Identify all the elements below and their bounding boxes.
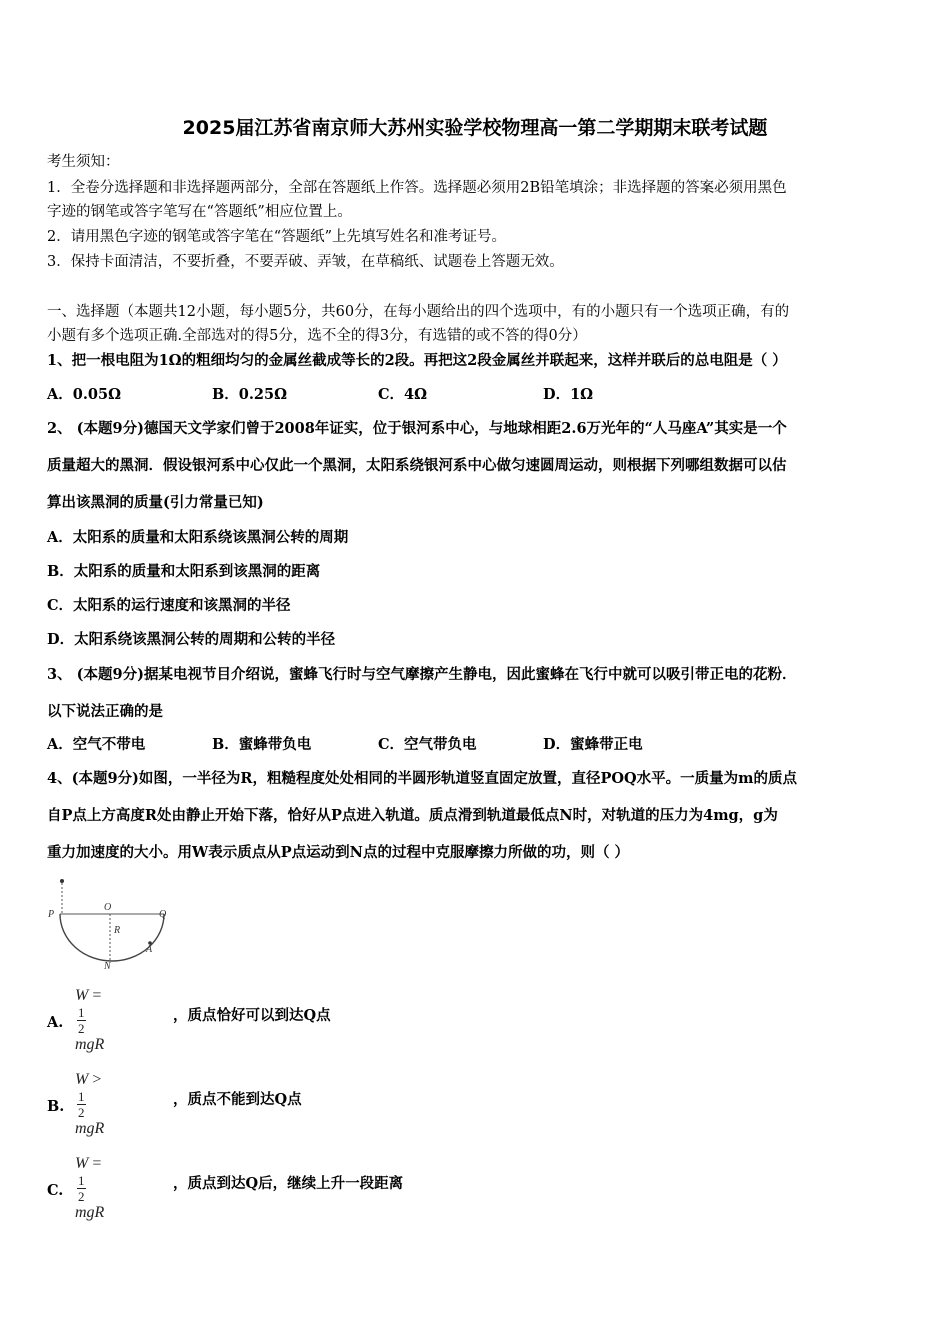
denominator: 2	[78, 1021, 85, 1036]
q3-line-1: 3、 (本题9分)据某电视节目介绍说，蜜蜂飞行时与空气摩擦产生静电，因此蜜蜂在飞行中就可以吸引带正电的花粉．	[47, 666, 797, 683]
label-a: A	[146, 944, 153, 955]
var-w: W	[75, 1071, 89, 1088]
exam-title: 2025届江苏省南京师大苏州实验学校物理高一第二学期期末联考试题	[182, 117, 768, 139]
q3-option-b: B．蜜蜂带负电	[212, 736, 312, 753]
q1-option-b: B．0.25Ω	[212, 386, 287, 403]
numerator: 1	[78, 1089, 85, 1104]
q2-option-a: A．太阳系的质量和太阳系绕该黑洞公转的周期	[47, 529, 349, 546]
relation: >	[92, 1071, 102, 1088]
q4-option-b-label: B.	[47, 1098, 65, 1115]
drop-point-dot	[60, 879, 64, 883]
q2-line-2: 质量超大的黑洞．假设银河系中心仅此一个黑洞，太阳系绕银河系中心做匀速圆周运动，则根据下列哪组数据可以估	[47, 457, 787, 474]
q4-line-3: 重力加速度的大小。用W表示质点从P点运动到N点的过程中克服摩擦力所做的功，则（ ）	[47, 844, 629, 861]
var-w: W	[75, 987, 89, 1004]
q1-option-c: C．4Ω	[378, 386, 428, 403]
expr: mgR	[75, 1120, 105, 1137]
q3-option-c: C．空气带负电	[378, 736, 477, 753]
q4-track-figure	[40, 873, 180, 973]
numerator: 1	[78, 1005, 85, 1020]
label-r: R	[114, 925, 121, 936]
fraction	[77, 1173, 86, 1204]
formula	[75, 1155, 104, 1222]
q4-line-2: 自P点上方高度R处由静止开始下落，恰好从P点进入轨道。质点滑到轨道最低点N时，对轨道的压力为4mg，g为	[47, 807, 778, 824]
q2-option-d: D．太阳系绕该黑洞公转的周期和公转的半径	[47, 631, 336, 648]
q4-option-a-label: A.	[47, 1014, 64, 1031]
q2-line-1: 2、 (本题9分)德国天文学家们曾于2008年证实，位于银河系中心，与地球相距2.6万光年的“人马座A”其实是一个	[47, 420, 787, 437]
fraction	[77, 1089, 86, 1120]
denominator: 2	[78, 1189, 85, 1204]
q1-stem: 1、把一根电阻为1Ω的粗细均匀的金属丝截成等长的2段。再把这2段金属丝并联起来，这样并联后的总电阻是（ ）	[47, 352, 787, 369]
numerator: 1	[78, 1173, 85, 1188]
relation: =	[92, 1155, 102, 1172]
q3-option-a: A．空气不带电	[47, 736, 146, 753]
option-text: ，质点不能到达Q点	[173, 1091, 302, 1108]
var-w: W	[75, 1155, 89, 1172]
relation: =	[92, 987, 102, 1004]
denominator: 2	[78, 1105, 85, 1120]
notice-line-1a: 1．全卷分选择题和非选择题两部分，全部在答题纸上作答。选择题必须用2B铅笔填涂；非选择题的答案必须用黑色	[47, 180, 787, 196]
option-text: ，质点到达Q后，继续上升一段距离	[173, 1175, 404, 1192]
label-o: O	[104, 902, 112, 913]
formula	[75, 987, 104, 1054]
label-p: P	[48, 909, 55, 920]
q2-option-c: C．太阳系的运行速度和该黑洞的半径	[47, 597, 291, 614]
q3-line-2: 以下说法正确的是	[47, 703, 163, 720]
notice-line-3: 3．保持卡面清洁，不要折叠，不要弄破、弄皱，在草稿纸、试题卷上答题无效。	[47, 254, 564, 270]
q4-line-1: 4、(本题9分)如图，一半径为R，粗糙程度处处相同的半圆形轨道竖直固定放置，直径POQ水平。一质量为m的质点	[47, 770, 797, 787]
option-text: ，质点恰好可以到达Q点	[173, 1007, 331, 1024]
label-n: N	[104, 961, 111, 972]
q1-option-a: A．0.05Ω	[47, 386, 121, 403]
q4-option-c-label: C.	[47, 1182, 64, 1199]
section-heading-1: 一、选择题（本题共12小题，每小题5分，共60分，在每小题给出的四个选项中，有的小题只有一个选项正确，有的	[47, 304, 790, 320]
q1-option-d: D．1Ω	[543, 386, 594, 403]
section-heading-2: 小题有多个选项正确.全部选对的得5分，选不全的得3分，有选错的或不答的得0分）	[47, 328, 587, 344]
q2-option-b: B．太阳系的质量和太阳系到该黑洞的距离	[47, 563, 321, 580]
label-q: Q	[159, 909, 167, 920]
notice-line-1b: 字迹的钢笔或答字笔写在“答题纸”相应位置上。	[47, 204, 352, 220]
notice-heading: 考生须知：	[47, 154, 120, 170]
formula	[75, 1071, 104, 1138]
expr: mgR	[75, 1036, 105, 1053]
q2-line-3: 算出该黑洞的质量(引力常量已知)	[47, 494, 264, 511]
fraction	[77, 1005, 86, 1036]
q3-option-d: D．蜜蜂带正电	[543, 736, 643, 753]
expr: mgR	[75, 1204, 105, 1221]
notice-line-2: 2．请用黑色字迹的钢笔或答字笔在“答题纸”上先填写姓名和准考证号。	[47, 229, 507, 245]
